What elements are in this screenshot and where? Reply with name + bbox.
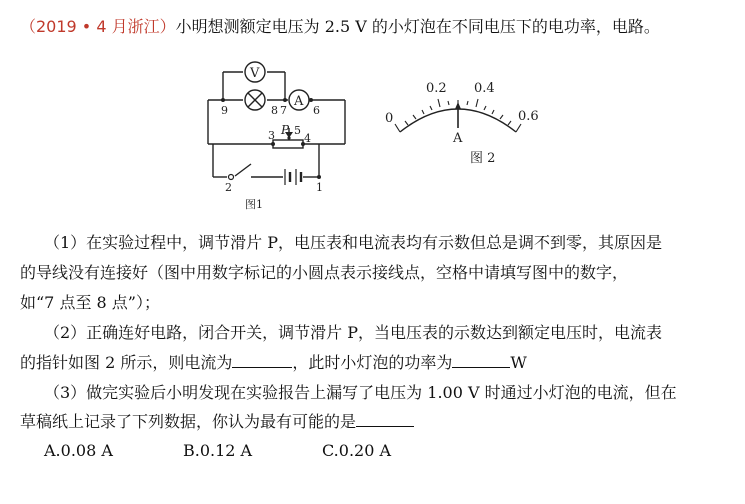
part1-line1: （1）在实验过程中，调节滑片 P，电压表和电流表均有示数但总是调不到零，其原因是 <box>44 233 663 252</box>
switch-contact <box>229 175 234 180</box>
part2-line2 <box>20 352 527 374</box>
slider-label: P <box>281 123 290 137</box>
current-answer-blank[interactable] <box>232 353 292 368</box>
terminal-6: 6 <box>313 104 320 117</box>
question-stem: 小明想测额定电压为 2.5 V 的小灯泡在不同电压下的电功率，电路。 <box>175 17 660 36</box>
terminal-8: 8 <box>271 104 278 117</box>
terminal-9: 9 <box>221 104 228 117</box>
voltmeter-symbol: V <box>250 66 260 81</box>
part3-line1: （3）做完实验后小明发现在实验报告上漏写了电压为 1.00 V 时通过小灯泡的电流，但在 <box>44 383 677 402</box>
scale-label-0-6: 0.6 <box>518 109 539 124</box>
part2-text-b: ，此时小灯泡的功率为 <box>292 353 453 372</box>
scale-label-0-4: 0.4 <box>474 81 495 96</box>
figure1-caption: 图1 <box>245 198 263 211</box>
scale-label-0: 0 <box>385 111 394 126</box>
ammeter-symbol: A <box>294 94 304 109</box>
terminal-2: 2 <box>225 181 232 194</box>
terminal-5: 5 <box>294 124 301 137</box>
question-header <box>20 16 660 38</box>
power-answer-blank[interactable] <box>452 353 510 368</box>
part2-unit: W <box>510 353 527 372</box>
ammeter-dial <box>378 76 548 176</box>
terminal-7: 7 <box>280 104 287 117</box>
terminal-4: 4 <box>304 132 311 145</box>
figure2-caption: 图 2 <box>470 151 496 166</box>
terminal-1: 1 <box>316 181 323 194</box>
scale-label-0-2: 0.2 <box>426 81 447 96</box>
part1-line3: 如“7 点至 8 点”）； <box>20 293 160 312</box>
part3-line2 <box>20 411 414 433</box>
circuit-diagram <box>205 52 355 212</box>
terminal-3: 3 <box>268 129 275 142</box>
needle-unit-label: A <box>453 131 463 146</box>
part3-text: 草稿纸上记录了下列数据，你认为最有可能的是 <box>20 412 357 431</box>
part2-text-a: 的指针如图 2 所示，则电流为 <box>20 353 233 372</box>
option-a[interactable]: A.0.08 A <box>44 441 113 460</box>
part1-line2: 的导线没有连接好（图中用数字标记的小圆点表示接线点，空格中请填写图中的数字， <box>20 263 629 282</box>
option-c[interactable]: C.0.20 A <box>322 441 392 460</box>
needle-tip <box>455 102 461 109</box>
option-b[interactable]: B.0.12 A <box>183 441 253 460</box>
question-source: （2019 • 4 月浙江） <box>20 17 176 36</box>
choice-answer-blank[interactable] <box>356 412 414 427</box>
part2-line1: （2）正确连好电路，闭合开关，调节滑片 P，当电压表的示数达到额定电压时，电流表 <box>44 323 663 342</box>
